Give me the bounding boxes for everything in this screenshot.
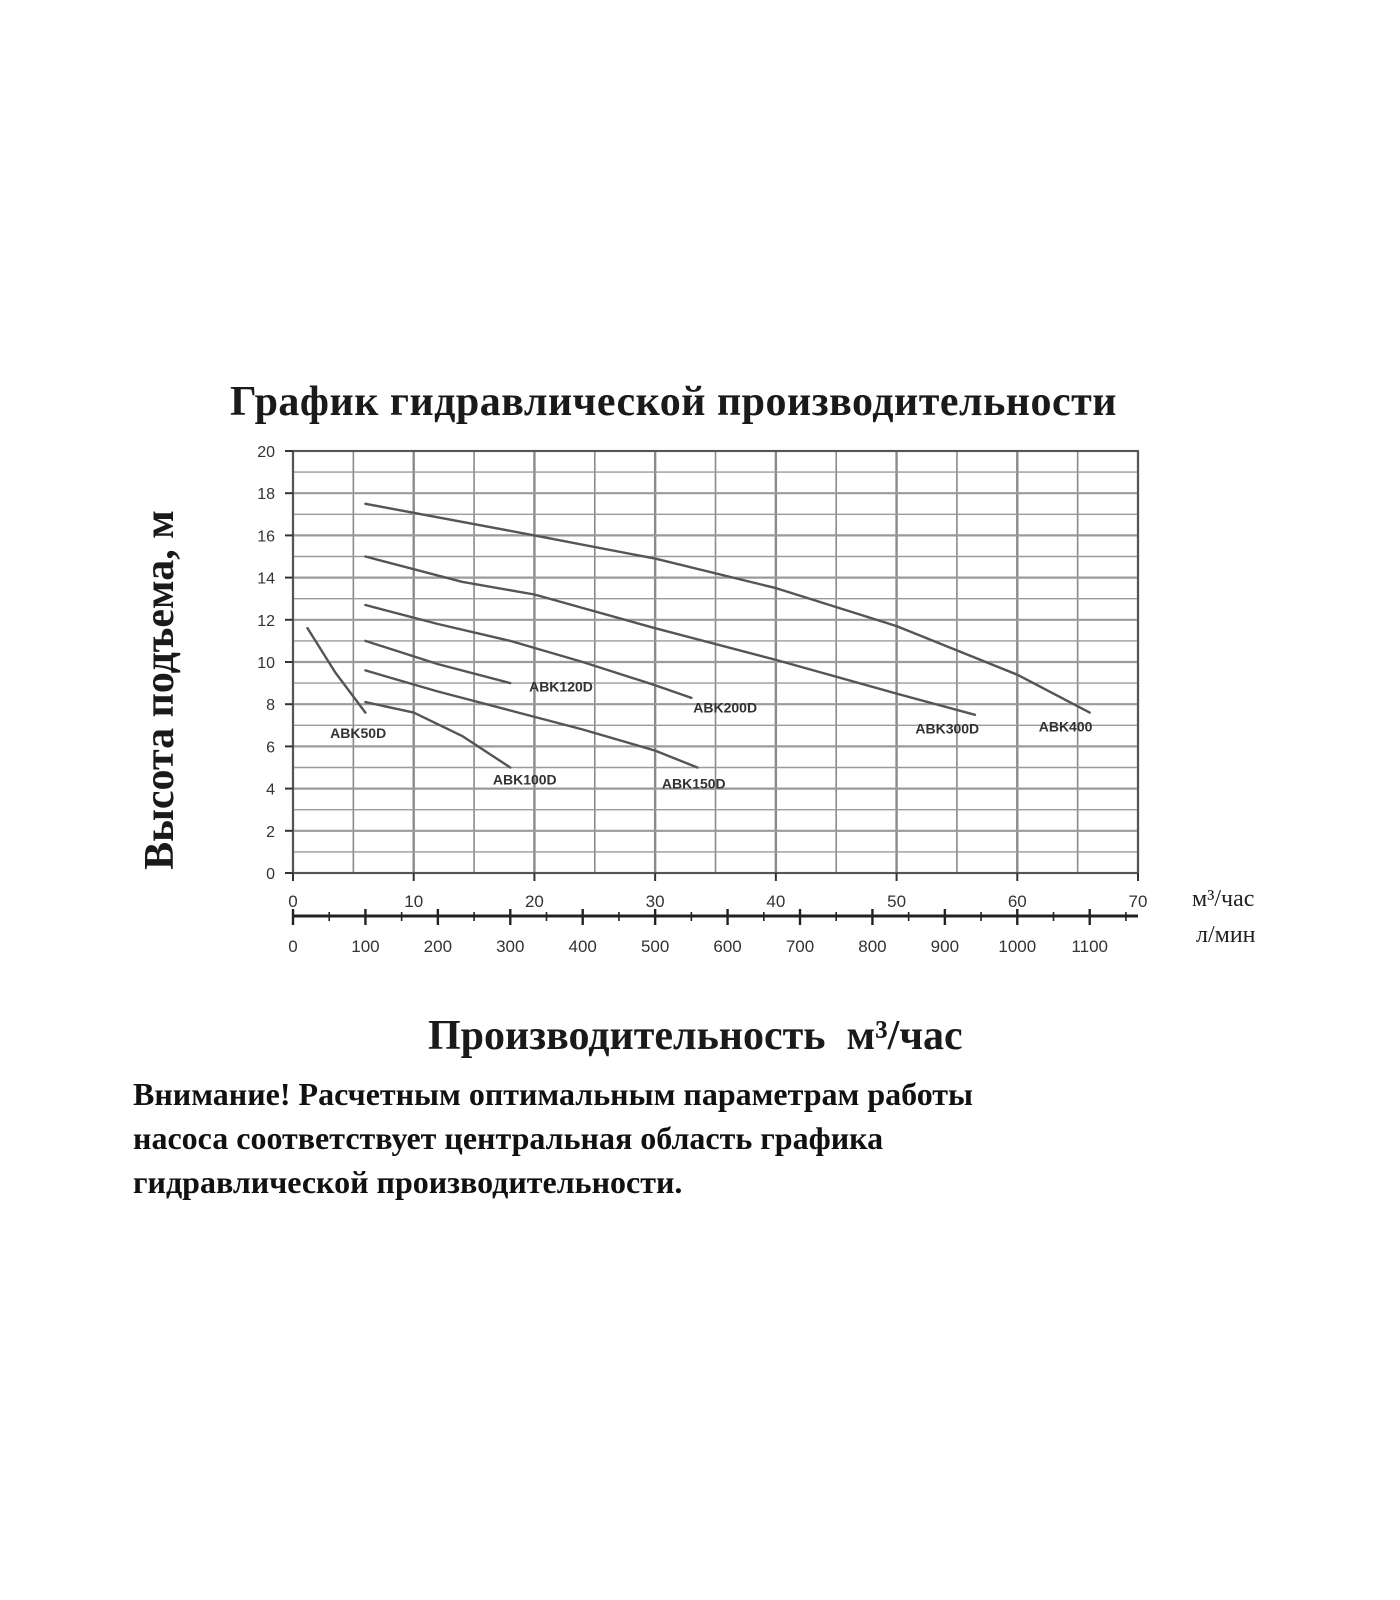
secondary-tick-label: 600 [713, 937, 742, 956]
attention-note-line: гидравлической производительности. [133, 1164, 683, 1200]
secondary-tick-label: 100 [351, 937, 380, 956]
secondary-tick-label: 1100 [1071, 937, 1108, 956]
y-tick-label: 6 [266, 739, 275, 757]
attention-note-line: насоса соответствует центральная область графика [133, 1120, 884, 1156]
series-label-abk200d: ABK200D [693, 699, 758, 716]
secondary-tick-label: 900 [930, 937, 960, 956]
series-label-abk400: ABK400 [1038, 718, 1093, 735]
secondary-tick-label: 200 [423, 937, 453, 956]
y-axis-label: Высота подъема, м [137, 510, 183, 870]
x-unit-secondary: л/мин [1196, 922, 1256, 948]
y-tick-label: 20 [257, 444, 275, 461]
secondary-tick-label: 700 [785, 937, 815, 956]
series-line-abk100d [365, 702, 510, 767]
secondary-tick-label: 500 [640, 937, 670, 956]
attention-note [133, 1072, 1313, 1204]
attention-note-line: Внимание! Расчетным оптимальным параметрам работы [133, 1076, 973, 1112]
x-tick-label: 60 [1007, 892, 1027, 911]
secondary-tick-label: 800 [858, 937, 887, 956]
y-tick-label: 2 [266, 823, 275, 841]
y-tick-label: 16 [257, 528, 275, 546]
secondary-tick-label: 400 [568, 937, 597, 956]
secondary-tick-label: 0 [288, 937, 298, 956]
chart-title: График гидравлической производительности [230, 379, 1117, 425]
series-label-abk300d: ABK300D [915, 720, 980, 737]
x-axis-label-unit: м³/час [846, 1013, 963, 1059]
y-tick-label: 0 [266, 866, 275, 883]
x-axis-label [428, 1012, 963, 1060]
x-tick-label: 50 [887, 892, 907, 911]
x-tick-label: 70 [1128, 892, 1148, 911]
series-label-abk100d: ABK100D [492, 771, 557, 788]
x-tick-label: 10 [404, 892, 424, 911]
secondary-tick-label: 300 [496, 937, 525, 956]
y-tick-label: 14 [257, 570, 275, 588]
series-label-abk50d: ABK50D [330, 724, 387, 741]
y-tick-label: 8 [266, 697, 275, 715]
series-label-abk120d: ABK120D [529, 678, 593, 695]
y-tick-label: 4 [266, 781, 275, 799]
x-tick-label: 0 [288, 892, 298, 911]
y-tick-label: 18 [257, 486, 275, 504]
secondary-tick-label: 1000 [998, 937, 1037, 956]
y-tick-label: 12 [257, 612, 275, 630]
x-tick-label: 30 [645, 892, 665, 911]
series-label-abk150d: ABK150D [661, 775, 726, 792]
x-unit-primary: м³/час [1192, 886, 1255, 912]
x-tick-label: 20 [524, 892, 544, 911]
y-tick-label: 10 [257, 655, 275, 672]
x-tick-label: 40 [766, 892, 786, 911]
x-axis-label-main: Производительность [428, 1013, 826, 1059]
